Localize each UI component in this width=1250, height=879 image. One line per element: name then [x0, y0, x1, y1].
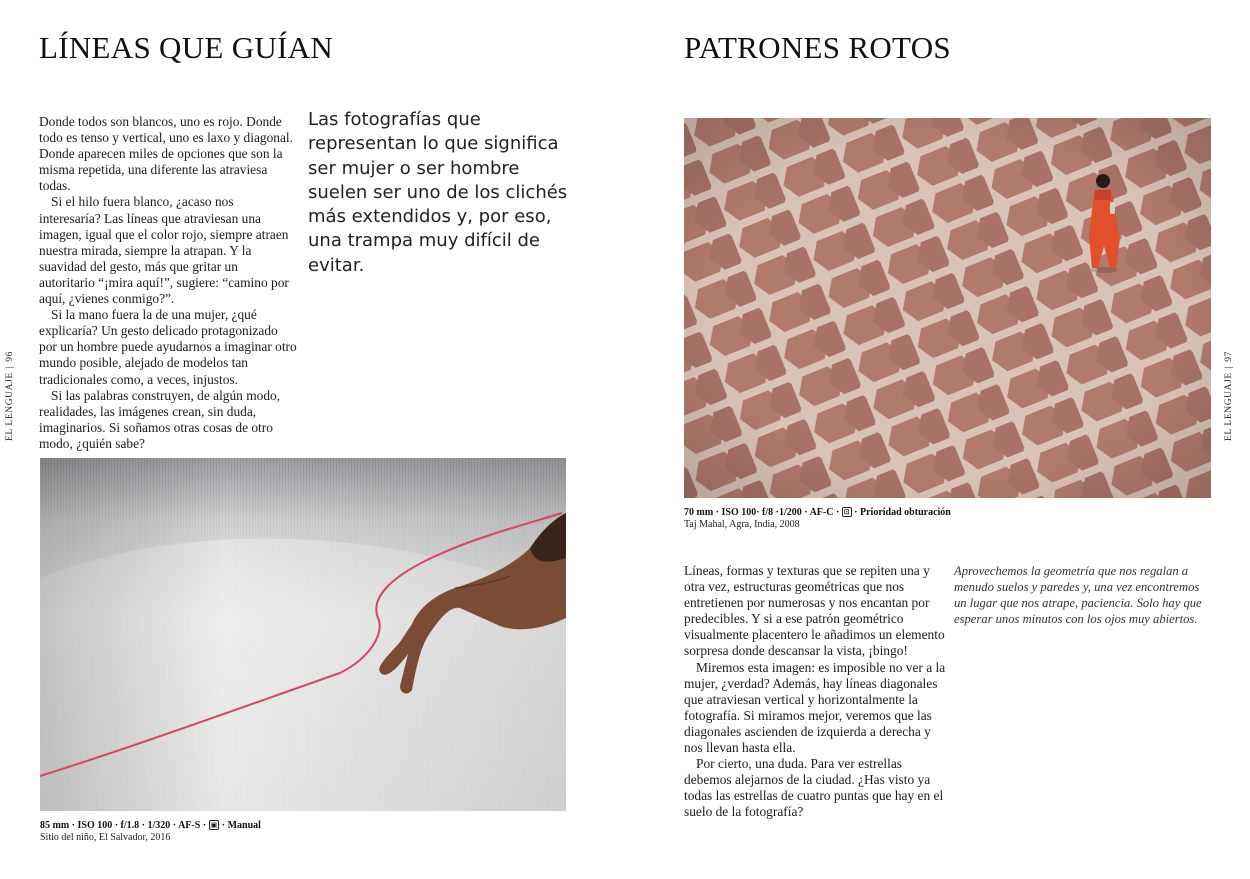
photo-location: Taj Mahal, Agra, India, 2008 [684, 519, 800, 530]
paragraph: Por cierto, una duda. Para ver estrellas debemos alejarnos de la ciudad. ¿Has visto ya todas las estrellas de cuatro puntas que hay en el suelo de la fotografía? [684, 756, 944, 820]
paragraph: Si la mano fuera la de una mujer, ¿qué explicaría? Un gesto delicado protagonizado por un hombre puede ayudarnos a imaginar otro mundo posible, alejado de modelos tan tradicionales como, a veces, injustos. [39, 307, 297, 387]
folio-section: EL LENGUAJE [5, 372, 15, 441]
side-note: Aprovechemos la geometría que nos regalan a menudo suelos y paredes y, una vez encontremos un lugar que nos atrape, paciencia. Solo hay que esperar unos minutos con los ojos muy abiertos. [954, 564, 1202, 626]
paragraph: Si el hilo fuera blanco, ¿acaso nos interesaría? Las líneas que atraviesan una imagen, igual que el color rojo, siempre atraen nuestra mirada, siempre la atrapan. Y la suavidad del gesto, más que gritar un autoritario “¡mira aquí!”, sugiere: “camino por aquí, ¿vienes conmigo?”. [39, 194, 289, 307]
photo-paving-woman [684, 118, 1211, 498]
photo-location: Sitio del niño, El Salvador, 2016 [40, 832, 171, 843]
paragraph: Si las palabras construyen, de algún modo, realidades, las imágenes crean, sin duda, imaginarios. Si soñamos otras cosas de otro modo, ¿quién sabe? [39, 387, 281, 451]
right-page [625, 0, 1250, 879]
folio-page-number: 97 [1224, 351, 1234, 362]
body-text-left [39, 114, 297, 452]
photo-caption-right [684, 507, 1211, 531]
paragraph: Donde todos son blancos, uno es rojo. Donde todo es tenso y vertical, uno es laxo y diagonal. Donde aparecen miles de opciones que son la misma repetida, una diferente las atraviesa todas. [39, 114, 293, 194]
paragraph: Miremos esta imagen: es imposible no ver a la mujer, ¿verdad? Además, hay líneas diagonales que atraviesan vertical y horizontalmente la fotografía. Si miramos mejor, veremos que las diagonales ascienden de izquierda a derecha y nos llevan hasta ella. [684, 659, 946, 756]
paragraph: Líneas, formas y texturas que se repiten una y otra vez, estructuras geométricas que nos entretienen por numerosas y nos encantan por predecibles. Y si a ese patrón geométrico visualmente placentero le añadimos un elemento sorpresa donde descansar la vista, ¡bingo! [684, 563, 945, 659]
camera-settings: 70 mm · ISO 100· f/8 ·1/200 · AF-C · ⊡ · Prioridad obturación [684, 507, 951, 518]
folio-section: EL LENGUAJE [1224, 372, 1234, 441]
body-text-right [684, 563, 950, 821]
photo-loom-red-thread [40, 458, 566, 811]
folio-right: EL LENGUAJE|97 [1224, 351, 1234, 441]
camera-settings: 85 mm · ISO 100 · f/1.8 · 1/320 · AF-S · ▣ · Manual [40, 820, 261, 831]
spot-metering-icon: ⊡ [843, 508, 850, 516]
folio-page-number: 96 [5, 351, 15, 362]
photo-caption-left [40, 820, 566, 844]
paving-photo-illustration [684, 118, 1211, 498]
page-title-left: LÍNEAS QUE GUÍAN [39, 30, 334, 65]
pull-quote: Las fotografías que representan lo que significa ser mujer o ser hombre suelen ser uno de los clichés más extendidos y, por eso, una trampa muy difícil de evitar. [308, 109, 568, 276]
multi-segment-metering-icon: ▣ [210, 821, 218, 829]
loom-photo-illustration [40, 458, 566, 811]
page-title-right: PATRONES ROTOS [684, 30, 951, 65]
folio-left: EL LENGUAJE|96 [5, 351, 15, 441]
